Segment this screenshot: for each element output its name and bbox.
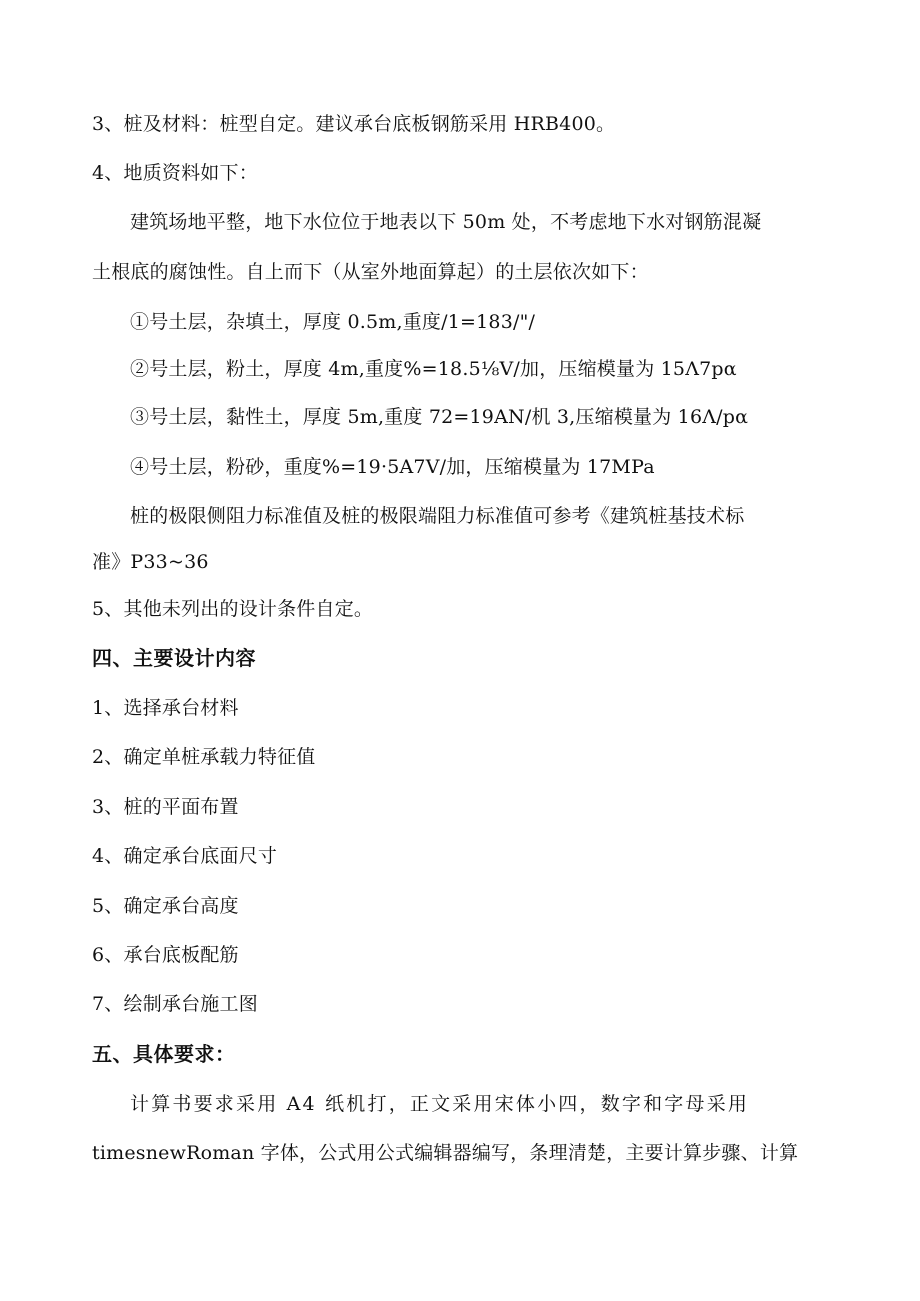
section-heading: 五、具体要求： [92, 1042, 236, 1066]
list-item: 7、绘制承台施工图 [92, 993, 258, 1015]
paragraph-line: 桩的极限侧阻力标准值及桩的极限端阻力标准值可参考《建筑桩基技术标 [130, 505, 745, 527]
paragraph-line: 计算书要求采用 A4 纸机打，正文采用宋体小四，数字和字母采用 [130, 1093, 750, 1115]
soil-layer-item: ④号土层，粉砂，重度%=19·5A7V/加，压缩模量为 17MPa [130, 456, 655, 478]
list-item: 6、承台底板配筋 [92, 944, 239, 966]
list-item: 1、选择承台材料 [92, 697, 239, 719]
soil-layer-item: ②号土层，粉土，厚度 4m,重度%=18.5⅛V/加，压缩模量为 15Λ7pα [130, 358, 737, 380]
list-item: 2、确定单桩承载力特征值 [92, 746, 316, 768]
list-item: 4、确定承台底面尺寸 [92, 845, 278, 867]
list-item: 5、其他未列出的设计条件自定。 [92, 598, 374, 620]
paragraph-line: 土根底的腐蚀性。自上而下（从室外地面算起）的土层依次如下： [92, 261, 649, 283]
paragraph-line: 准》P33~36 [92, 551, 209, 573]
list-item: 4、地质资料如下： [92, 162, 258, 184]
paragraph-line: 建筑场地平整，地下水位位于地表以下 50m 处，不考虑地下水对钢筋混凝 [130, 211, 762, 233]
section-heading: 四、主要设计内容 [92, 646, 256, 670]
soil-layer-item: ③号土层，黏性土，厚度 5m,重度 72=19AN/机 3,压缩模量为 16Λ/pα [130, 406, 749, 428]
soil-layer-item: ①号土层，杂填土，厚度 0.5m,重度/1=183/"/ [130, 311, 536, 333]
list-item: 5、确定承台高度 [92, 895, 239, 917]
list-item: 3、桩及材料：桩型自定。建议承台底板钢筋采用 HRB400。 [92, 113, 616, 135]
list-item: 3、桩的平面布置 [92, 796, 239, 818]
paragraph-line: timesnewRoman 字体，公式用公式编辑器编写，条理清楚，主要计算步骤、计算 [92, 1142, 799, 1164]
